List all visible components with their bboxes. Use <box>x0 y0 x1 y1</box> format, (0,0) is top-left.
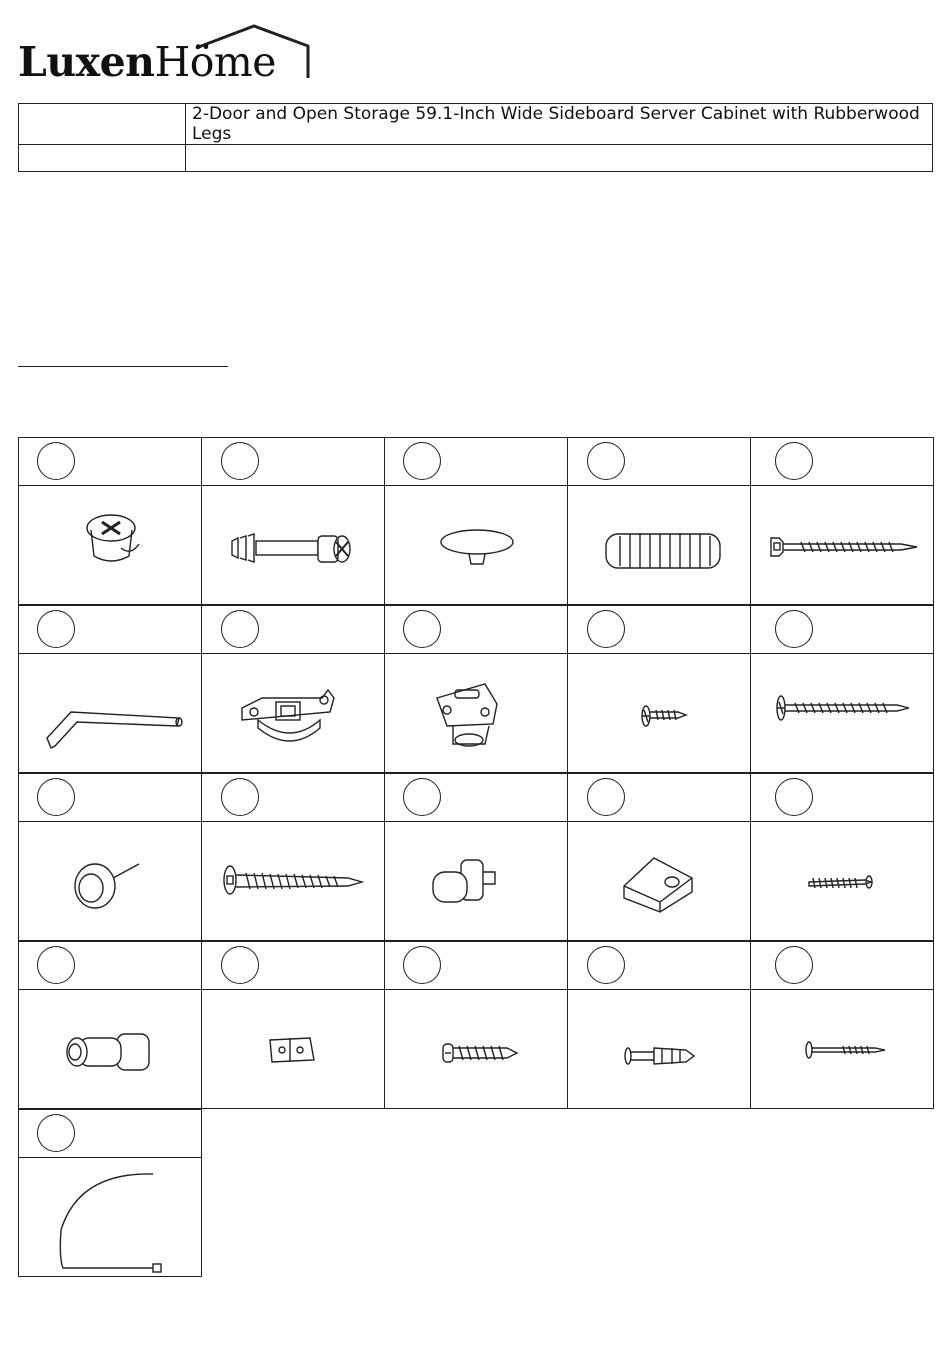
part-id-circle <box>37 610 75 648</box>
felt-pad-nail-icon <box>19 822 202 942</box>
nail-icon <box>751 990 934 1110</box>
long-countersunk-screw-icon <box>751 486 934 606</box>
part-image-cell <box>567 485 751 605</box>
part-image-cell <box>750 989 934 1109</box>
small-screw-icon <box>751 822 934 942</box>
part-image-cell <box>18 989 202 1109</box>
part-id-circle <box>221 946 259 984</box>
adjustable-hinge-plate-icon <box>385 654 568 774</box>
part-header-cell <box>567 941 751 990</box>
part-image-cell <box>18 1157 202 1277</box>
part-image-cell <box>384 653 568 773</box>
part-id-circle <box>37 1114 75 1152</box>
part-image-cell <box>384 989 568 1109</box>
part-image-cell <box>201 653 385 773</box>
part-header-cell <box>384 773 568 822</box>
brand-wordmark <box>18 38 276 86</box>
pan-head-screw-icon <box>385 990 568 1110</box>
part-header-cell <box>18 941 202 990</box>
part-header-cell <box>567 605 751 654</box>
part-id-circle <box>37 946 75 984</box>
part-image-cell <box>750 821 934 941</box>
part-image-cell <box>750 653 934 773</box>
part-image-cell <box>18 821 202 941</box>
part-id-circle <box>221 610 259 648</box>
part-header-cell <box>18 437 202 486</box>
part-header-cell <box>201 437 385 486</box>
cover-cap-icon <box>385 486 568 606</box>
part-image-cell <box>567 821 751 941</box>
part-id-circle <box>775 610 813 648</box>
table-label-cell <box>19 145 186 172</box>
part-header-cell <box>750 437 934 486</box>
part-header-cell <box>750 941 934 990</box>
part-image-cell <box>201 821 385 941</box>
part-image-cell <box>567 989 751 1109</box>
product-info-table <box>18 103 933 172</box>
part-header-cell <box>567 773 751 822</box>
table-value-cell <box>186 145 933 172</box>
part-header-cell <box>384 437 568 486</box>
table-label-cell <box>19 104 186 145</box>
shelf-pin-icon <box>19 990 202 1110</box>
part-image-cell <box>384 485 568 605</box>
brand-logo <box>18 22 318 86</box>
part-header-cell <box>384 605 568 654</box>
part-image-cell <box>384 821 568 941</box>
part-header-cell <box>201 941 385 990</box>
part-id-circle <box>587 946 625 984</box>
part-header-cell <box>18 605 202 654</box>
allen-key-icon <box>19 654 202 774</box>
part-image-cell <box>18 485 202 605</box>
part-image-cell <box>18 653 202 773</box>
part-id-circle <box>775 946 813 984</box>
table-row <box>19 145 933 172</box>
part-header-cell <box>567 437 751 486</box>
part-header-cell <box>18 1109 202 1158</box>
part-id-circle <box>403 442 441 480</box>
part-id-circle <box>403 946 441 984</box>
cam-bolt-icon <box>202 486 385 606</box>
part-image-cell <box>750 485 934 605</box>
shelf-support-pin-icon <box>385 822 568 942</box>
part-id-circle <box>775 778 813 816</box>
long-screw-icon <box>751 654 934 774</box>
table-row <box>19 104 933 145</box>
part-id-circle <box>403 610 441 648</box>
part-id-circle <box>37 778 75 816</box>
door-catch-icon <box>202 654 385 774</box>
anti-tip-strap-icon <box>19 1158 202 1278</box>
part-id-circle <box>587 610 625 648</box>
part-image-cell <box>567 653 751 773</box>
short-screw-icon <box>568 654 751 774</box>
brand-name-part2: Höme <box>154 38 277 86</box>
part-id-circle <box>37 442 75 480</box>
hex-bolt-icon <box>202 822 385 942</box>
part-id-circle <box>221 442 259 480</box>
corner-bracket-icon <box>568 822 751 942</box>
part-id-circle <box>403 778 441 816</box>
part-header-cell <box>201 773 385 822</box>
part-image-cell <box>201 485 385 605</box>
part-id-circle <box>221 778 259 816</box>
cam-lock-icon <box>19 486 202 606</box>
wooden-dowel-icon <box>568 486 751 606</box>
small-bracket-icon <box>202 990 385 1110</box>
product-title-cell: 2-Door and Open Storage 59.1-Inch Wide Sideboard Server Cabinet with Rubberwood Legs <box>186 104 933 145</box>
part-header-cell <box>750 605 934 654</box>
brand-name-part1: Luxen <box>18 38 155 86</box>
part-image-cell <box>201 989 385 1109</box>
part-id-circle <box>587 778 625 816</box>
part-header-cell <box>18 773 202 822</box>
section-divider <box>18 366 228 367</box>
part-header-cell <box>750 773 934 822</box>
part-id-circle <box>587 442 625 480</box>
part-header-cell <box>384 941 568 990</box>
wall-anchor-icon <box>568 990 751 1110</box>
part-id-circle <box>775 442 813 480</box>
part-header-cell <box>201 605 385 654</box>
